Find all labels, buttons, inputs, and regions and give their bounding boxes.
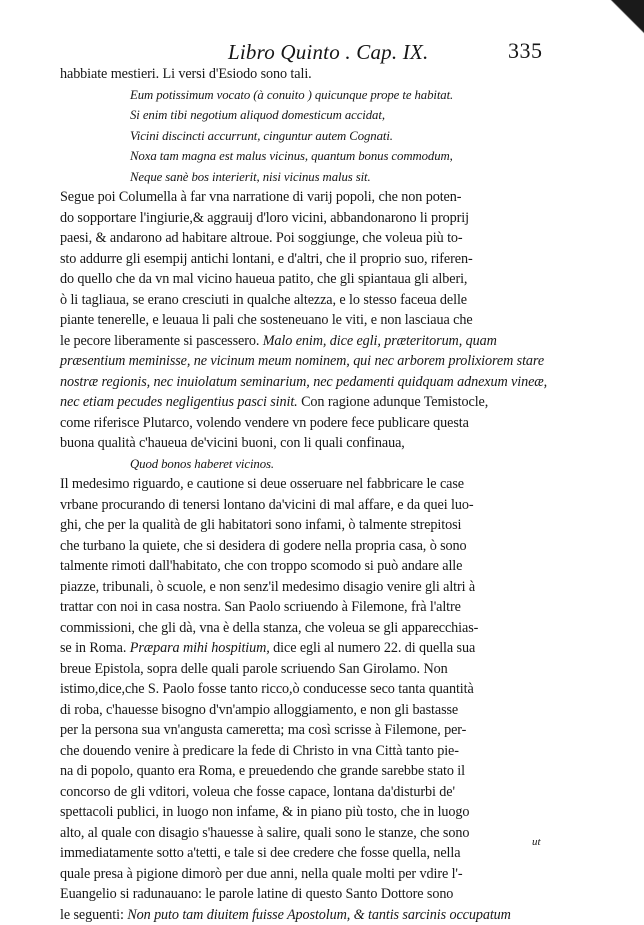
text-line — [60, 700, 580, 721]
text-line — [60, 372, 580, 393]
line-text-continued: dice egli al numero 22. di quella sua — [270, 640, 475, 656]
text-line — [60, 618, 580, 639]
line-text: Vicini discincti accurrunt, cinguntur autem Cognati. — [130, 129, 393, 143]
line-text: sto addurre gli esempij antichi lontani, e d'altri, che il proprio suo, riferen- — [60, 251, 473, 267]
latin-quote: Non puto tam diuitem fuisse Apostolum, & tantis sarcinis occupatum — [127, 907, 511, 923]
text-line — [60, 208, 580, 229]
line-text: come riferisce Plutarco, volendo vendere vn podere fece publicare questa — [60, 415, 469, 431]
line-text: commissioni, che gli dà, vna è della stanza, che voleua se gli apparecchias- — [60, 620, 478, 636]
line-text: paesi, & andarono ad habitare altroue. Poi soggiunge, che voleua più to- — [60, 230, 463, 246]
page-number: 335 — [508, 38, 543, 64]
text-line — [60, 64, 580, 85]
latin-quote: nostræ regionis, nec inuiolatum seminarium, nec pedamenti quidquam adnexum vineæ, — [60, 374, 547, 390]
text-line — [60, 290, 580, 311]
line-text: immediatamente sotto a'tetti, e tale si dee credere che fosse quella, nella — [60, 845, 460, 861]
text-line — [60, 659, 580, 680]
text-line — [60, 310, 580, 331]
text-line — [60, 249, 580, 270]
text-line — [60, 864, 580, 885]
line-text: per la persona sua vn'angusta cameretta; ma così scrisse à Filemone, per- — [60, 722, 466, 738]
verse-line — [60, 105, 580, 126]
text-line — [60, 392, 580, 413]
text-line — [60, 802, 580, 823]
text-line — [60, 495, 580, 516]
line-text: le pecore liberamente si pascessero. — [60, 333, 259, 349]
text-line — [60, 720, 580, 741]
text-line — [60, 331, 580, 352]
text-line — [60, 351, 580, 372]
latin-quote: Præpara mihi hospitium, — [130, 640, 270, 656]
line-text: piazze, tribunali, ò scuole, e non senz'il medesimo disagio venire gli altri à — [60, 579, 475, 595]
catchword: ut — [532, 836, 541, 848]
line-text: spettacoli publici, in luogo non infame, & in piano più tosto, che in luogo — [60, 804, 469, 820]
line-text: trattar con noi in casa nostra. San Paolo scriuendo à Filemone, frà l'altre — [60, 599, 461, 615]
line-text: le seguenti: — [60, 907, 124, 923]
text-line — [60, 556, 580, 577]
text-line — [60, 597, 580, 618]
line-text: piante tenerelle, e leuaua li pali che sosteneuano le viti, e non lasciaua che — [60, 312, 473, 328]
text-line — [60, 843, 580, 864]
text-line — [60, 884, 580, 905]
text-line — [60, 823, 580, 844]
latin-quote: præsentium meminisse, ne vicinum meum nominem, qui nec arborem prolixiorem stare — [60, 353, 544, 369]
line-text: na di popolo, quanto era Roma, e preuedendo che grande sarebbe stato il — [60, 763, 465, 779]
line-text: quale presa à pigione dimorò per due anni, nella quale molti per vdire l'- — [60, 866, 463, 882]
line-text: Quod bonos haberet vicinos. — [130, 457, 274, 471]
line-text: istimo,dice,che S. Paolo fosse tanto ricco,ò conducesse seco tanta quantità — [60, 681, 474, 697]
page-body — [60, 64, 580, 925]
verse-line — [60, 146, 580, 167]
line-text: concorso de gli vditori, voleua che fosse capace, lontana da'disturbi de' — [60, 784, 455, 800]
line-text: se in Roma. — [60, 640, 126, 656]
line-text: buona qualità c'haueua de'vicini buoni, con li quali confinaua, — [60, 435, 405, 451]
text-line — [60, 679, 580, 700]
text-line — [60, 741, 580, 762]
line-text: Si enim tibi negotium aliquod domesticum accidat, — [130, 108, 385, 122]
text-line — [60, 474, 580, 495]
line-text: Eum potissimum vocato (à conuito ) quicunque prope te habitat. — [130, 88, 453, 102]
line-text: Euangelio si radunauano: le parole latine di questo Santo Dottore sono — [60, 886, 453, 902]
verse-line — [60, 85, 580, 106]
line-text: di roba, c'hauesse bisogno d'vn'ampio alloggiamento, e non gli bastasse — [60, 702, 458, 718]
line-text: Il medesimo riguardo, e cautione si deue osseruare nel fabbricare le case — [60, 476, 464, 492]
text-line — [60, 782, 580, 803]
text-line — [60, 515, 580, 536]
line-text: Neque sanè bos interierit, nisi vicinus malus sit. — [130, 170, 371, 184]
text-line — [60, 433, 580, 454]
running-title: Libro Quinto . Cap. IX. — [228, 40, 428, 65]
line-text: alto, al quale con disagio s'hauesse à salire, quali sono le stanze, che sono — [60, 825, 469, 841]
text-line — [60, 638, 580, 659]
verse-line — [60, 126, 580, 147]
line-text: che douendo venire à predicare la fede di Christo in vna Città tanto pie- — [60, 743, 459, 759]
line-text: vrbane procurando di tenersi lontano da'vicini di mal affare, e da quei luo- — [60, 497, 473, 513]
text-line — [60, 228, 580, 249]
line-text: ghi, che per la qualità de gli habitatori sono infami, ò talmente strepitosi — [60, 517, 461, 533]
verse-line — [60, 454, 580, 475]
line-text: che turbano la quiete, che si desidera di godere nella propria casa, ò sono — [60, 538, 467, 554]
text-line — [60, 269, 580, 290]
text-line — [60, 761, 580, 782]
text-line — [60, 187, 580, 208]
line-text: talmente rimoti dall'habitato, che con troppo scomodo si può andare alle — [60, 558, 462, 574]
text-line — [60, 413, 580, 434]
line-text: breue Epistola, sopra delle quali parole scriuendo San Girolamo. Non — [60, 661, 448, 677]
line-text: do quello che da vn mal vicino haueua patito, che gli spiantaua gli alberi, — [60, 271, 467, 287]
latin-quote: Malo enim, dice egli, præteritorum, quam — [263, 333, 497, 349]
line-text: do sopportare l'ingiurie,& aggrauij d'loro vicini, abbandonarono li proprij — [60, 210, 469, 226]
text-line — [60, 536, 580, 557]
page-corner-fold — [610, 0, 644, 34]
text-line — [60, 905, 580, 925]
line-text: ò li tagliaua, se erano cresciuti in qualche altezza, e lo stesso faceua delle — [60, 292, 467, 308]
line-text: habbiate mestieri. Li versi d'Esiodo sono tali. — [60, 66, 312, 82]
verse-line — [60, 167, 580, 188]
line-text: Segue poi Columella à far vna narratione di varij popoli, che non poten- — [60, 189, 461, 205]
latin-quote: nec etiam pecudes negligentius pasci sinit. — [60, 394, 298, 410]
line-text-continued: Con ragione adunque Temistocle, — [298, 394, 489, 410]
line-text: Noxa tam magna est malus vicinus, quantum bonus commodum, — [130, 149, 453, 163]
text-line — [60, 577, 580, 598]
